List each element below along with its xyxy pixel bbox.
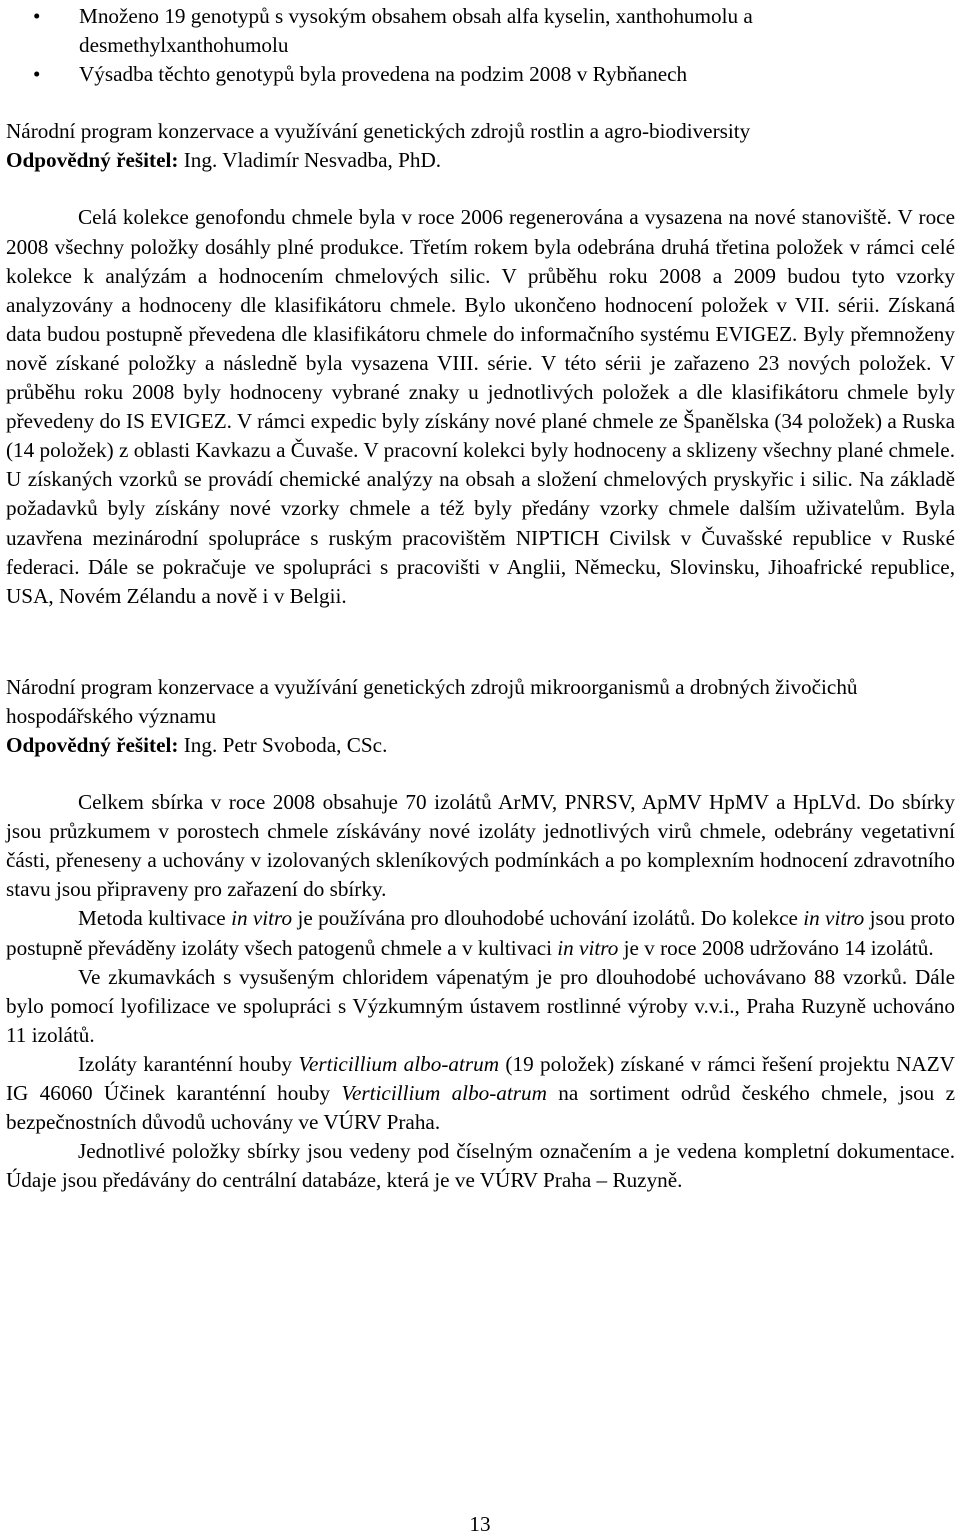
text-run: Izoláty karanténní houby — [78, 1051, 299, 1076]
bullet-icon: • — [33, 62, 41, 87]
italic-term: Verticillium albo-atrum — [341, 1081, 547, 1105]
responsible-label: Odpovědný řešitel: — [6, 148, 179, 173]
list-item — [6, 2, 955, 60]
responsible-line — [6, 731, 955, 760]
bullet-list — [6, 2, 955, 89]
bullet-text: Množeno 19 genotypů s vysokým obsahem obsah alfa kyselin, xanthohumolu a desmethylxanthohumolu — [79, 4, 753, 58]
section-title: Národní program konzervace a využívání genetických zdrojů mikroorganismů a drobných živočichů hospodářského významu — [6, 674, 858, 728]
bullet-icon: • — [33, 4, 41, 28]
italic-term: in vitro — [557, 935, 619, 960]
section-paragraph: Jednotlivé položky sbírky jsou vedeny pod číselným označením a je vedena kompletní dokumentace. Údaje jsou předávány do centrální databáze, která je ve VÚRV Praha – Ruzyně. — [6, 1139, 955, 1193]
italic-term: Verticillium albo-atrum — [298, 1051, 500, 1076]
page-number: 13 — [469, 1512, 491, 1536]
italic-term: in vitro — [231, 906, 293, 931]
responsible-label: Odpovědný řešitel: — [6, 732, 179, 757]
text-run: na sortiment odrůd českého chmele, jsou z bezpečnostních důvodů uchovány ve VÚRV Praha. — [6, 1081, 955, 1135]
text-run: je v roce 2008 udržováno 14 izolátů. — [618, 935, 934, 960]
section-paragraph — [6, 904, 955, 962]
text-run: (19 položek) získané v rámci řešení projektu NAZV IG 46060 Účinek karanténní houby — [6, 1051, 955, 1105]
list-item — [6, 60, 955, 89]
text-run: je používána pro dlouhodobé uchování izolátů. Do kolekce — [292, 906, 804, 931]
section-title: Národní program konzervace a využívání genetických zdrojů rostlin a agro-biodiversity — [6, 119, 751, 144]
responsible-name: Ing. Vladimír Nesvadba, PhD. — [178, 148, 442, 173]
section-paragraph: Celá kolekce genofondu chmele byla v roce 2006 regenerována a vysazena na nové stanoviště. V roce 2008 všechny položky dosáhly plné produkce. Třetím rokem byla odebrána druhá třetina položek v rámci celé kolekce k analýzám a hodnocením chmelových silic. V průběhu roku 2008 a 2009 budou tyto vzorky analyzovány a hodnoceny dle klasifikátoru chmele. Bylo ukončeno hodnocení položek v VII. sérii. Získaná data budou postupně převedena dle klasifikátoru chmele do informačního systému EVIGEZ. Byly přemnoženy nově získané položky a následně byla vysazena VIII. série. V této sérii je zařazeno 23 nových položek. V průběhu roku 2008 byly hodnoceny vybrané znaky u jednotlivých položek a dle klasifikátoru chmele byly převedeny do IS EVIGEZ. V rámci expedic byly získány nové plané chmele ze Španělska (34 položek) a Ruska (14 položek) z oblasti Kavkazu a Čuvaše. V pracovní kolekci byly hodnoceny a sklizeny všechny plané chmele. U získaných vzorků se provádí chemické analýzy na obsah a složení chmelových pryskyřic i silic. Na základě požadavků byly získány nové vzorky chmele a též byly předány vzorky chmele dalším uživatelům. Byla uzavřena mezinárodní spolupráce s ruským pracovištěm NIPTICH Civilsk v Čuvašské republice v Ruské federaci. Dále se pokračuje ve spolupráci s pracovišti v Anglii, Německu, Slovinsku, Jihoafrické republice, USA, Novém Zélandu a nově i v Belgii. — [6, 205, 955, 608]
responsible-name: Ing. Petr Svoboda, CSc. — [178, 732, 388, 757]
italic-term: in vitro — [803, 906, 865, 931]
section-paragraph: Ve zkumavkách s vysušeným chloridem vápenatým je pro dlouhodobé uchovávano 88 vzorků. Dále bylo pomocí lyofilizace ve spolupráci s Výzkumným ústavem rostlinné výroby v.v.i., Praha Ruzyně uchováno 11 izolátů. — [6, 964, 955, 1047]
document-page — [6, 0, 955, 1195]
text-run: Metoda kultivace — [78, 906, 232, 931]
responsible-line — [6, 146, 955, 175]
text-run: jsou proto postupně převáděny izoláty všech patogenů chmele a v kultivaci — [6, 906, 956, 960]
bullet-text: Výsadba těchto genotypů byla provedena na podzim 2008 v Rybňanech — [79, 62, 688, 87]
section-paragraph — [6, 1050, 955, 1137]
section-paragraph: Celkem sbírka v roce 2008 obsahuje 70 izolátů ArMV, PNRSV, ApMV HpMV a HpLVd. Do sbírky jsou průzkumem v porostech chmele získávány nové izoláty jednotlivých virů chmele, odebrány vegetativní části, přeneseny a uchovány v izolovaných skleníkových podmínkách a po komplexním hodnocení zdravotního stavu jsou připraveny pro zařazení do sbírky. — [6, 790, 955, 902]
